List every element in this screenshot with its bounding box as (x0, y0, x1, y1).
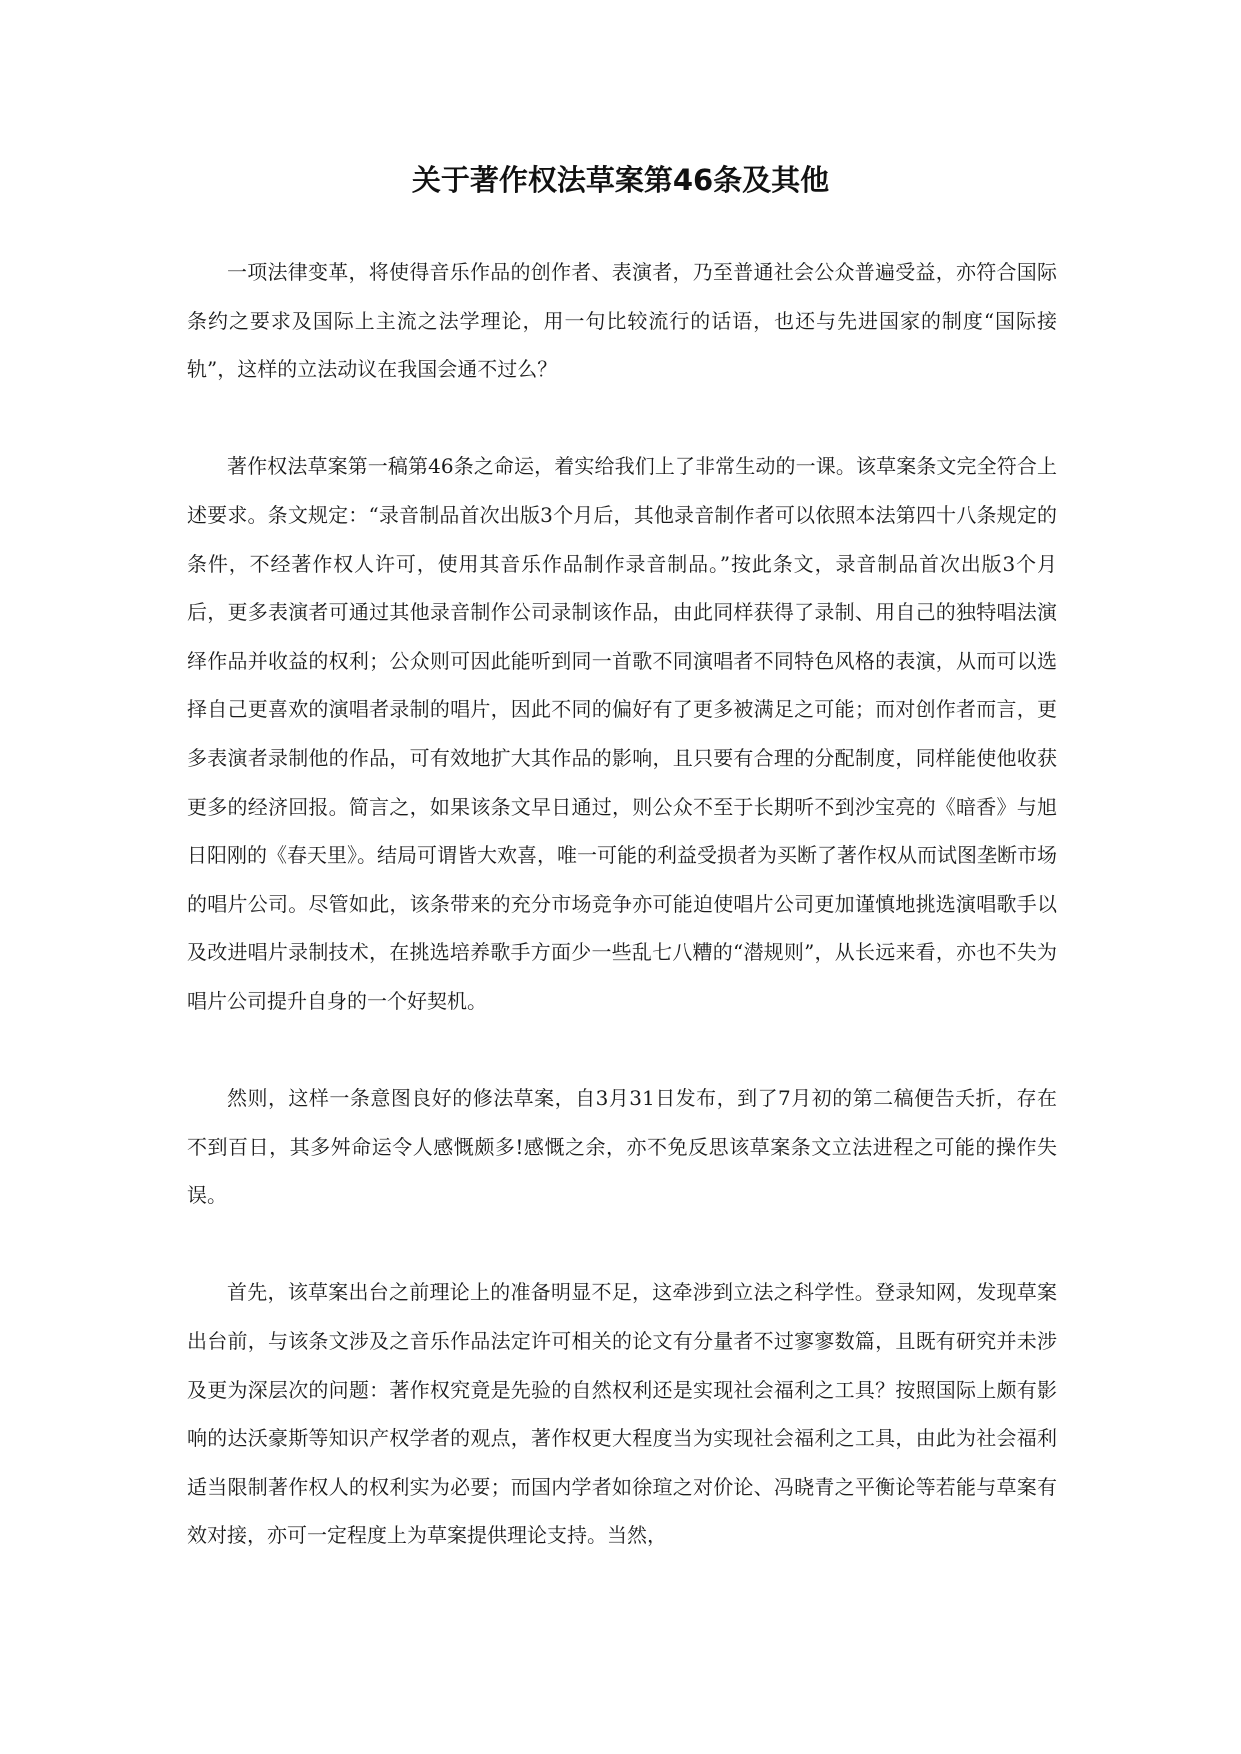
paragraph-spacer (187, 1026, 1057, 1075)
paragraph-4: 首先，该草案出台之前理论上的准备明显不足，这牵涉到立法之科学性。登录知网，发现草案出台前，与该条文涉及之音乐作品法定许可相关的论文有分量者不过寥寥数篇，且既有研究并未涉及更为深层次的问题：著作权究竟是先验的自然权利还是实现社会福利之工具？按照国际上颇有影响的达沃豪斯等知识产权学者的观点，著作权更大程度当为实现社会福利之工具，由此为社会福利适当限制著作权人的权利实为必要；而国内学者如徐瑄之对价论、冯晓青之平衡论等若能与草案有效对接，亦可一定程度上为草案提供理论支持。当然， (187, 1280, 1057, 1548)
paragraph-spacer (187, 394, 1057, 443)
document-body (187, 248, 1057, 1560)
paragraph-1: 一项法律变革，将使得音乐作品的创作者、表演者，乃至普通社会公众普遍受益，亦符合国际条约之要求及国际上主流之法学理论，用一句比较流行的话语，也还与先进国家的制度“国际接轨”，这样的立法动议在我国会通不过么？ (187, 260, 1057, 382)
paragraph-2: 著作权法草案第一稿第46条之命运，着实给我们上了非常生动的一课。该草案条文完全符合上述要求。条文规定：“录音制品首次出版3个月后，其他录音制作者可以依照本法第四十八条规定的条件，不经著作权人许可，使用其音乐作品制作录音制品。”按此条文，录音制品首次出版3个月后，更多表演者可通过其他录音制作公司录制该作品，由此同样获得了录制、用自己的独特唱法演绎作品并收益的权利；公众则可因此能听到同一首歌不同演唱者不同特色风格的表演，从而可以选择自己更喜欢的演唱者录制的唱片，因此不同的偏好有了更多被满足之可能；而对创作者而言，更多表演者录制他的作品，可有效地扩大其作品的影响，且只要有合理的分配制度，同样能使他收获更多的经济回报。简言之，如果该条文早日通过，则公众不至于长期听不到沙宝亮的《暗香》与旭日阳刚的《春天里》。结局可谓皆大欢喜，唯一可能的利益受损者为买断了著作权从而试图垄断市场的唱片公司。尽管如此，该条带来的充分市场竞争亦可能迫使唱片公司更加谨慎地挑选演唱歌手以及改进唱片录制技术，在挑选培养歌手方面少一些乱七八糟的“潜规则”，从长远来看，亦也不失为唱片公司提升自身的一个好契机。 (187, 454, 1057, 1013)
document-title: 关于著作权法草案第46条及其他 (411, 163, 830, 197)
paragraph-spacer (187, 1220, 1057, 1269)
paragraph-3: 然则，这样一条意图良好的修法草案，自3月31日发布，到了7月初的第二稿便告夭折，存在不到百日，其多舛命运令人感慨颇多!感慨之余，亦不免反思该草案条文立法进程之可能的操作失误。 (187, 1086, 1057, 1208)
